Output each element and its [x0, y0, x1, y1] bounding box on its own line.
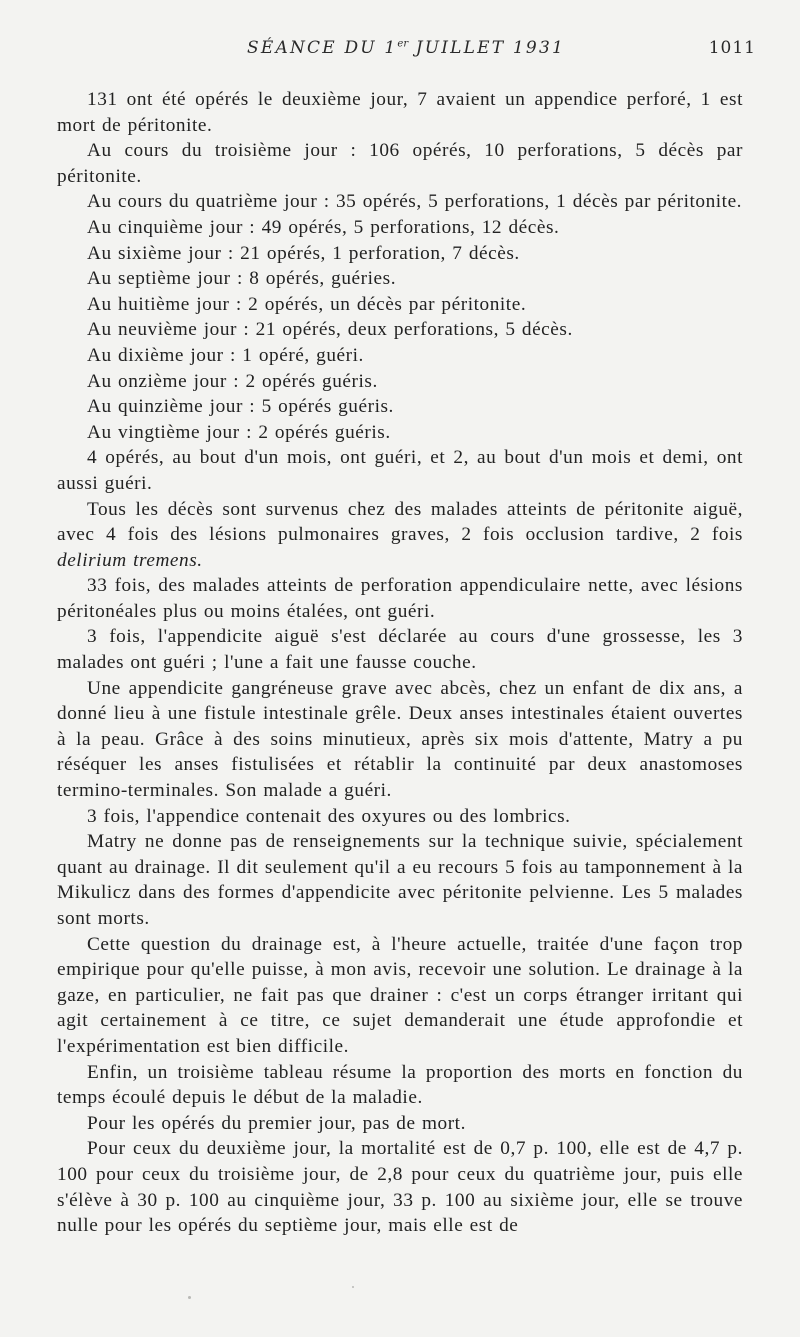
paragraph: 3 fois, l'appendice contenait des oxyures ou des lombrics.	[87, 805, 571, 827]
paragraph: Pour les opérés du premier jour, pas de mort.	[87, 1112, 466, 1134]
italic-phrase: delirium tremens.	[57, 549, 203, 571]
paragraph: Au cours du quatrième jour : 35 opérés, 5 perforations, 1 décès par péritonite.	[87, 191, 743, 213]
running-title-date: JUILLET 1931	[408, 38, 565, 58]
running-title	[56, 38, 756, 58]
page-number: 1011	[708, 38, 756, 58]
paragraph-text: Tous les décès sont survenus chez des malades atteints de péritonite aiguë, avec 4 fois des lésions pulmonaires graves, 2 fois occlusion tardive, 2 fois	[57, 498, 743, 546]
paragraph: Au quinzième jour : 5 opérés guéris.	[87, 396, 394, 418]
paragraph: Cette question du drainage est, à l'heure actuelle, traitée d'une façon trop empirique pour qu'elle puisse, à mon avis, recevoir une solution. Le drainage à la gaze, en particulier, ne fait pas que drainer : c'est un corps étranger irritant qui agit certainement à ce titre, ce sujet demanderait une étude approfondie et l'expérimentation est bien difficile.	[57, 933, 743, 1057]
page-header	[56, 38, 756, 64]
paragraph: 33 fois, des malades atteints de perforation appendiculaire nette, avec lésions péritonéales plus ou moins étalées, ont guéri.	[57, 575, 743, 622]
paper-speck	[352, 1286, 354, 1288]
body-text	[57, 87, 743, 1239]
paragraph-with-italic	[57, 497, 743, 574]
paragraph: Pour ceux du deuxième jour, la mortalité est de 0,7 p. 100, elle est de 4,7 p. 100 pour ceux du troisième jour, de 2,8 pour ceux du quatrième jour, puis elle s'élève à 30 p. 100 au cinquième jour, 33 p. 100 au sixième jour, elle se trouve nulle pour les opérés du septième jour, mais elle est de	[57, 1138, 743, 1237]
paragraph: Au cinquième jour : 49 opérés, 5 perforations, 12 décès.	[87, 216, 560, 238]
paragraph: 3 fois, l'appendicite aiguë s'est déclarée au cours d'une grossesse, les 3 malades ont guéri ; l'une a fait une fausse couche.	[57, 626, 743, 674]
paragraph: Au vingtième jour : 2 opérés guéris.	[87, 421, 391, 443]
paragraph: 131 ont été opérés le deuxième jour, 7 avaient un appendice perforé, 1 est mort de péritonite.	[57, 89, 743, 136]
paragraph: Au dixième jour : 1 opéré, guéri.	[87, 344, 364, 366]
paragraph: Au septième jour : 8 opérés, guéries.	[87, 268, 397, 290]
paragraph: Au sixième jour : 21 opérés, 1 perforation, 7 décès.	[87, 242, 520, 264]
paragraph: Au huitième jour : 2 opérés, un décès par péritonite.	[87, 293, 527, 315]
running-title-superscript: er	[397, 38, 409, 50]
paper-speck	[188, 1296, 191, 1299]
paragraph: Enfin, un troisième tableau résume la proportion des morts en fonction du temps écoulé depuis le début de la maladie.	[57, 1061, 743, 1109]
paragraph: Au neuvième jour : 21 opérés, deux perforations, 5 décès.	[87, 319, 573, 341]
paragraph: Au onzième jour : 2 opérés guéris.	[87, 370, 378, 392]
running-title-main: SÉANCE DU 1	[247, 38, 398, 58]
paragraph: Au cours du troisième jour : 106 opérés, 10 perforations, 5 décès par péritonite.	[57, 140, 743, 187]
paragraph: Matry ne donne pas de renseignements sur la technique suivie, spécialement quant au drainage. Il dit seulement qu'il a eu recours 5 fois au tamponnement à la Mikulicz dans des formes d'appendicite avec péritonite pelvienne. Les 5 malades sont morts.	[57, 831, 743, 929]
paragraph: 4 opérés, au bout d'un mois, ont guéri, et 2, au bout d'un mois et demi, ont aussi guéri.	[57, 447, 743, 494]
paragraph: Une appendicite gangréneuse grave avec abcès, chez un enfant de dix ans, a donné lieu à une fistule intestinale grêle. Deux anses intestinales étaient ouvertes à la peau. Grâce à des soins minutieux, après six mois d'attente, Matry a pu réséquer les anses fistulisées et rétablir la continuité par deux anastomoses termino-terminales. Son malade a guéri.	[57, 677, 743, 802]
